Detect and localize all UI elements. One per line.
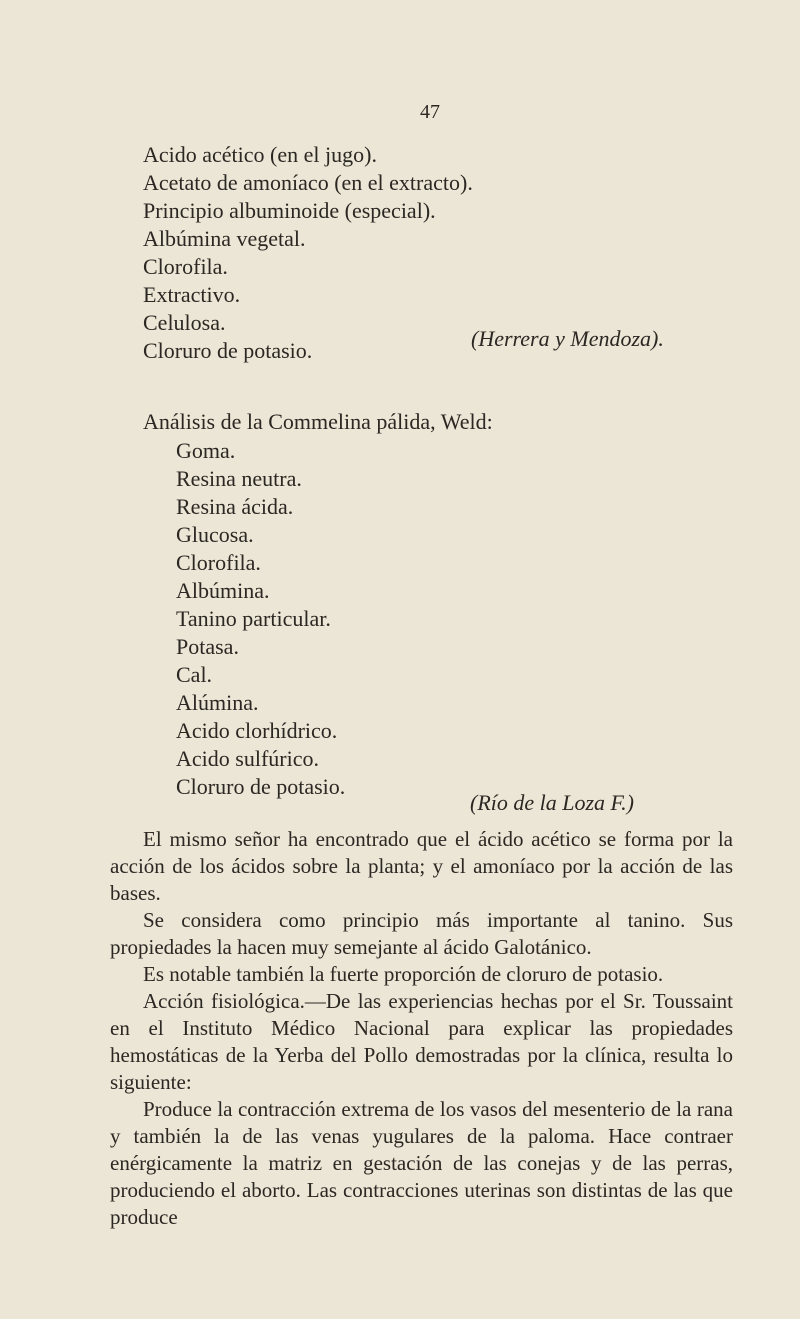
list-item: Principio albuminoide (especial).: [143, 198, 436, 223]
list-item: Clorofila.: [143, 254, 228, 279]
list-item: Glucosa.: [176, 522, 254, 547]
list-item: Cloruro de potasio.: [176, 774, 346, 799]
list-item: Acetato de amoníaco (en el extracto).: [143, 170, 473, 195]
list-item: Tanino particular.: [176, 606, 331, 631]
page-number: 47: [420, 101, 440, 123]
list-item: Cloruro de potasio.: [143, 338, 313, 363]
attribution-rio-de-la-loza: (Río de la Loza F.): [470, 790, 634, 815]
list-item: Potasa.: [176, 634, 239, 659]
analysis-heading: Análisis de la Commelina pálida, Weld:: [143, 409, 493, 434]
list-item: Celulosa.: [143, 310, 226, 335]
attribution-herrera: (Herrera y Mendoza).: [471, 326, 664, 351]
paragraph: Acción fisiológica.—De las experiencias hechas por el Sr. Toussaint en el Instituto Médico Nacional para explicar las propiedades hemostáticas de la Yerba del Pollo demostradas por la clínica, resulta lo siguiente:: [110, 989, 733, 1094]
list-item: Acido clorhídrico.: [176, 718, 338, 743]
list-item: Acido sulfúrico.: [176, 746, 319, 771]
paragraph: El mismo señor ha encontrado que el ácido acético se forma por la acción de los ácidos sobre la planta; y el amoníaco por la acción de las bases.: [110, 827, 733, 905]
list-item: Albúmina.: [176, 578, 270, 603]
list-item: Acido acético (en el jugo).: [143, 142, 377, 167]
composition-list: [143, 141, 473, 365]
paragraph: Produce la contracción extrema de los vasos del mesenterio de la rana y también la de las venas yugulares de la paloma. Hace contraer enérgicamente la matriz en gestación de las conejas y de las perras, produciendo el aborto. Las contracciones uterinas son distintas de las que produce: [110, 1097, 733, 1229]
list-item: Alúmina.: [176, 690, 259, 715]
paragraph: Se considera como principio más importante al tanino. Sus propiedades la hacen muy semejante al ácido Galotánico.: [110, 908, 733, 959]
list-item: Extractivo.: [143, 282, 241, 307]
list-item: Resina neutra.: [176, 466, 302, 491]
body-text: [110, 826, 733, 1231]
list-item: Albúmina vegetal.: [143, 226, 306, 251]
list-item: Clorofila.: [176, 550, 261, 575]
list-item: Resina ácida.: [176, 494, 294, 519]
paragraph: Es notable también la fuerte proporción de cloruro de potasio.: [143, 962, 664, 986]
analysis-list: [176, 437, 345, 801]
list-item: Goma.: [176, 438, 236, 463]
list-item: Cal.: [176, 662, 213, 687]
